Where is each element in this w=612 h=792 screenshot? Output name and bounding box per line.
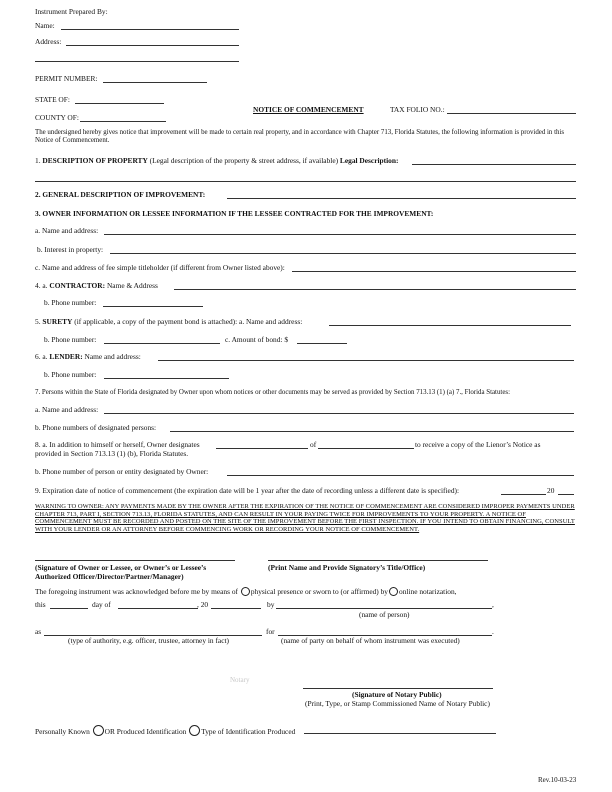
state-line[interactable] xyxy=(75,103,164,104)
surety-line[interactable] xyxy=(329,325,571,326)
by-label: by xyxy=(267,600,275,609)
s6-title: LENDER: xyxy=(49,352,83,361)
owner-name-line[interactable] xyxy=(104,234,576,235)
titleholder-line[interactable] xyxy=(292,271,576,272)
section-2: 2. GENERAL DESCRIPTION OF IMPROVEMENT: xyxy=(35,190,206,199)
s1-text: (Legal description of the property & street address, if available) xyxy=(149,156,339,165)
online-notarization-radio[interactable] xyxy=(389,587,398,596)
ack-text-1: The foregoing instrument was acknowledged before me by means of xyxy=(35,587,238,596)
legal-description-line-1[interactable] xyxy=(412,164,576,165)
print-name-line[interactable] xyxy=(268,560,488,561)
s8b-label: b. Phone number of person or entity designated by Owner: xyxy=(35,467,209,476)
party-on-behalf-label: (name of party on behalf of whom instrument was executed) xyxy=(281,636,460,645)
s4-prefix: 4. a. xyxy=(35,281,48,290)
s3c-label: c. Name and address of fee simple titleholder (if different from Owner listed above): xyxy=(35,263,285,272)
expiration-year-line[interactable] xyxy=(558,494,574,495)
this-label: this xyxy=(35,600,46,609)
county-label: COUNTY OF: xyxy=(35,113,79,122)
revision-label: Rev.10-03-23 xyxy=(538,776,577,784)
designee-phone-line[interactable] xyxy=(227,475,574,476)
person-name-line[interactable] xyxy=(276,608,492,609)
address-label: Address: xyxy=(35,37,62,46)
year-label: , 20 xyxy=(197,600,209,609)
s5c-label: c. Amount of bond: $ xyxy=(225,335,289,344)
s5-text: (if applicable, a copy of the payment bond is attached): a. Name and address: xyxy=(74,317,303,326)
section-3: 3. OWNER INFORMATION OR LESSEE INFORMATION IF THE LESSEE CONTRACTED FOR THE IMPROVEMENT: xyxy=(35,209,434,218)
intro-text: The undersigned hereby gives notice that improvement will be made to certain real property, and in accordance with Chapter 713, Florida Statutes, the following information is provided in this Notice of Commencement. xyxy=(35,129,565,145)
designated-name-line[interactable] xyxy=(104,413,574,414)
year-line[interactable] xyxy=(211,608,261,609)
month-line[interactable] xyxy=(118,608,198,609)
id-type-label: Type of Identification Produced xyxy=(201,727,296,736)
interest-line[interactable] xyxy=(110,253,576,254)
produced-id-label: OR Produced Identification xyxy=(104,727,187,736)
contractor-phone-line[interactable] xyxy=(103,306,203,307)
s6-text: Name and address: xyxy=(84,352,141,361)
tax-folio-line[interactable] xyxy=(447,113,576,114)
ack-text-3: online notarization, xyxy=(399,587,457,596)
s3a-label: a. Name and address: xyxy=(35,226,99,235)
section-5 xyxy=(35,318,302,327)
comma: , xyxy=(492,600,494,609)
section-6 xyxy=(35,353,141,362)
produced-id-radio[interactable] xyxy=(189,725,200,736)
permit-number-label: PERMIT NUMBER: xyxy=(35,74,98,83)
s8a-text-3: provided in Section 713.13 (1) (b), Florida Statutes. xyxy=(35,449,189,458)
name-label: Name: xyxy=(35,21,55,30)
s6b-label: b. Phone number: xyxy=(44,370,97,379)
ack-text-2: physical presence or sworn to (or affirmed) by xyxy=(250,587,389,596)
for-label: for xyxy=(266,627,275,636)
tax-folio-label: TAX FOLIO NO.: xyxy=(390,105,445,114)
s1-title: DESCRIPTION OF PROPERTY xyxy=(42,156,148,165)
address-line-2[interactable] xyxy=(35,61,239,62)
personally-known-radio[interactable] xyxy=(93,725,104,736)
print-name-label: (Print Name and Provide Signatory’s Title/Office) xyxy=(268,563,426,572)
s7b-label: b. Phone numbers of designated persons: xyxy=(35,423,157,432)
owner-signature-label-2: Authorized Officer/Director/Partner/Manager) xyxy=(35,572,184,581)
permit-number-line[interactable] xyxy=(103,82,207,83)
s5-title: SURETY xyxy=(42,317,73,326)
lender-phone-line[interactable] xyxy=(104,378,229,379)
section-7: 7. Persons within the State of Florida designated by Owner upon whom notices or other documents may be served as provided by Section 713.13 (1) (a) 7., Florida Statutes: xyxy=(35,389,510,396)
notary-stamp-placeholder: Notary xyxy=(230,676,250,684)
legal-description-line-2[interactable] xyxy=(35,181,576,182)
designee-line[interactable] xyxy=(216,448,308,449)
bond-amount-line[interactable] xyxy=(297,343,347,344)
s4-title: CONTRACTOR: xyxy=(49,281,106,290)
s5-prefix: 5. xyxy=(35,317,41,326)
page-title: NOTICE OF COMMENCEMENT xyxy=(253,105,364,114)
personally-known-label: Personally Known xyxy=(35,727,90,736)
name-of-person-label: (name of person) xyxy=(359,610,410,619)
day-line[interactable] xyxy=(50,608,88,609)
s4b-label: b. Phone number: xyxy=(44,298,97,307)
s3b-label: b. Interest in property: xyxy=(37,245,104,254)
owner-signature-label-1: (Signature of Owner or Lessee, or Owner’s or Lessee’s xyxy=(35,563,207,572)
address-line-1[interactable] xyxy=(66,45,239,46)
s8a-of: of xyxy=(310,440,317,449)
id-type-line[interactable] xyxy=(304,733,496,734)
warning-text: WARNING TO OWNER: ANY PAYMENTS MADE BY THE OWNER AFTER THE EXPIRATION OF THE NOTICE OF COMMENCEMENT ARE CONSIDERED IMPROPER PAYMENTS UNDER CHAPTER 713, PART I, SECTION 713.13, FLORIDA STATUTES, AND CAN RESULT IN YOUR PAYING TWICE FOR IMPROVEMENTS TO YOUR PROPERTY. A NOTICE OF COMMENCEMENT MUST BE RECORDED AND POSTED ON THE SITE OF THE IMPROVEMENT BEFORE THE FIRST INSPECTION. IF YOU INTEND TO OBTAIN FINANCING, CONSULT WITH YOUR LENDER OR AN ATTORNEY BEFORE COMMENCING WORK OR RECORDING YOUR NOTICE OF COMMENCEMENT. xyxy=(35,503,575,533)
state-label: STATE OF: xyxy=(35,95,70,104)
s7a-label: a. Name and address: xyxy=(35,405,99,414)
expiration-date-line[interactable] xyxy=(501,494,546,495)
s9-year: 20 xyxy=(547,486,555,495)
s8a-text-2: to receive a copy of the Lienor’s Notice as xyxy=(415,440,541,449)
s4-text: Name & Address xyxy=(106,281,158,290)
identification-row xyxy=(35,725,295,737)
designee-of-line[interactable] xyxy=(318,448,414,449)
designated-phone-line[interactable] xyxy=(170,431,574,432)
notary-signature-label: (Signature of Notary Public) xyxy=(352,690,442,699)
surety-phone-line[interactable] xyxy=(104,343,220,344)
county-line[interactable] xyxy=(80,121,166,122)
physical-presence-radio[interactable] xyxy=(241,587,250,596)
section-1 xyxy=(35,157,398,166)
type-of-authority-label: (type of authority, e.g. officer, trustee, attorney in fact) xyxy=(68,636,230,645)
s6-prefix: 6. a. xyxy=(35,352,48,361)
owner-signature-line[interactable] xyxy=(35,560,235,561)
s5b-label: b. Phone number: xyxy=(44,335,97,344)
acknowledgment-line xyxy=(35,587,456,597)
notary-print-label: (Print, Type, or Stamp Commissioned Name of Notary Public) xyxy=(305,699,490,708)
day-of-label: day of xyxy=(92,600,111,609)
as-label: as xyxy=(35,627,42,636)
period: . xyxy=(492,627,494,636)
name-line[interactable] xyxy=(61,29,239,30)
s1-num: 1. xyxy=(35,156,41,165)
s1-legal: Legal Description: xyxy=(339,156,399,165)
section-4 xyxy=(35,282,158,291)
section-9: 9. Expiration date of notice of commencement (the expiration date will be 1 year after the date of recording unless a different date is specified): xyxy=(35,486,460,495)
notary-signature-line[interactable] xyxy=(303,688,493,689)
improvement-line[interactable] xyxy=(227,198,576,199)
lender-line[interactable] xyxy=(158,360,574,361)
s8a-text-1: 8. a. In addition to himself or herself, Owner designates xyxy=(35,440,200,449)
prepared-by-label: Instrument Prepared By: xyxy=(35,7,108,16)
contractor-line[interactable] xyxy=(174,289,576,290)
